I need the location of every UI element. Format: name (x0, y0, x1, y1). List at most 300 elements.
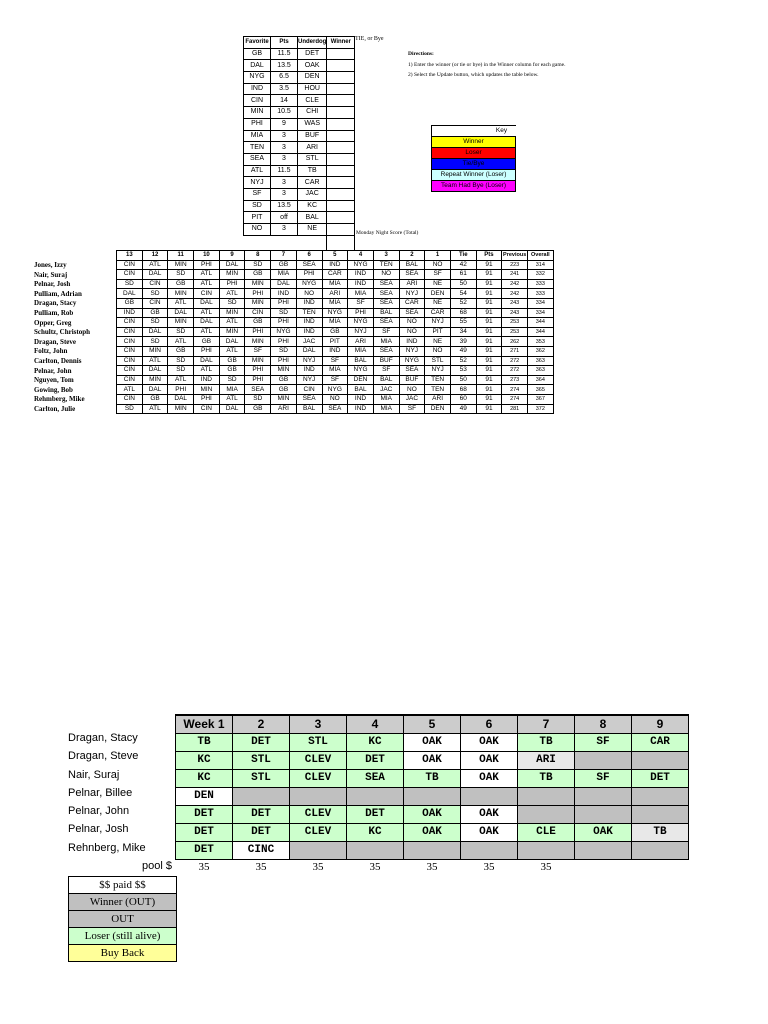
game-row (244, 107, 355, 119)
picks-header-cell: Pts (476, 251, 502, 261)
pick-cell: MIN (142, 375, 168, 385)
survivor-pick (632, 806, 689, 824)
pick-cell: NE (425, 279, 451, 289)
survivor-pick: DET (233, 806, 290, 824)
pick-cell: SD (168, 366, 194, 376)
survivor-pick: TB (632, 824, 689, 842)
pick-cell: MIN (245, 298, 271, 308)
pick-cell: MIN (219, 327, 245, 337)
underdog-cell: STL (298, 153, 327, 165)
pick-cell: MIN (245, 279, 271, 289)
pick-cell: SEA (296, 394, 322, 404)
pick-cell: NO (296, 289, 322, 299)
pick-cell: TEN (425, 375, 451, 385)
pick-cell: NO (399, 327, 425, 337)
pick-cell: CIN (194, 404, 220, 414)
player-name: Carlton, Dennis (34, 356, 82, 365)
picks-row (117, 260, 554, 270)
survivor-row (176, 806, 689, 824)
survivor-pick: OAK (575, 824, 632, 842)
week-header: 7 (518, 715, 575, 734)
pick-cell: 91 (476, 375, 502, 385)
pick-cell: SEA (373, 279, 399, 289)
survivor-name: Pelnar, Billee (68, 786, 133, 799)
pick-cell: SF (425, 270, 451, 280)
game-row (244, 95, 355, 107)
survivor-name: Nair, Suraj (68, 768, 120, 781)
tie-note: TIE, or Bye (355, 36, 384, 42)
pick-cell: DAL (194, 298, 220, 308)
picks-row (117, 385, 554, 395)
pick-cell: MIN (245, 337, 271, 347)
survivor-pick: OAK (461, 734, 518, 752)
pick-cell: ATL (117, 385, 143, 395)
pick-cell: MIA (271, 270, 297, 280)
pick-cell: SD (117, 279, 143, 289)
pick-cell: GB (168, 346, 194, 356)
pick-cell: ATL (194, 327, 220, 337)
pick-cell: SD (271, 346, 297, 356)
favorite-cell: PIT (244, 212, 271, 224)
pick-cell: PHI (245, 375, 271, 385)
survivor-pick (347, 842, 404, 860)
pick-cell: CIN (117, 394, 143, 404)
picks-header-row (117, 251, 554, 261)
survivor-pick (290, 788, 347, 806)
pick-cell: 60 (450, 394, 476, 404)
player-name: Pelnar, Josh (34, 280, 71, 289)
points-cell: 13.5 (271, 200, 298, 212)
pick-cell: MIA (348, 346, 374, 356)
pool-amount: 35 (518, 860, 575, 875)
pick-cell: ATL (219, 346, 245, 356)
survivor-pick: CLEV (290, 752, 347, 770)
winner-input[interactable] (327, 224, 355, 236)
survivor-names (68, 729, 172, 875)
pick-cell: PHI (271, 298, 297, 308)
picks-row (117, 394, 554, 404)
week-header: 5 (404, 715, 461, 734)
winner-input[interactable] (327, 212, 355, 224)
favorite-cell: GB (244, 48, 271, 60)
pick-cell: DAL (194, 318, 220, 328)
game-row (244, 130, 355, 142)
pick-cell: IND (296, 318, 322, 328)
pick-cell: NO (322, 394, 348, 404)
pick-cell: SD (245, 394, 271, 404)
pick-cell: PHI (271, 337, 297, 347)
survivor-name: Dragan, Steve (68, 750, 139, 763)
survivor-pick: OAK (461, 752, 518, 770)
pick-cell: 34 (450, 327, 476, 337)
picks-row (117, 308, 554, 318)
pick-cell: GB (245, 404, 271, 414)
week-header: Week 1 (176, 715, 233, 734)
survivor-row (176, 770, 689, 788)
pick-cell: ATL (219, 289, 245, 299)
pick-cell: 91 (476, 279, 502, 289)
pick-cell: CIN (117, 337, 143, 347)
game-row (244, 48, 355, 60)
key-item: Loser (432, 148, 516, 159)
pick-cell: ATL (219, 394, 245, 404)
pick-cell: 253 (502, 318, 528, 328)
pick-cell: 274 (502, 394, 528, 404)
pick-cell: 333 (528, 279, 554, 289)
pick-cell: NYJ (399, 346, 425, 356)
favorite-cell: SF (244, 188, 271, 200)
pick-cell: BAL (348, 385, 374, 395)
pick-cell: GB (219, 366, 245, 376)
pick-cell: ATL (168, 375, 194, 385)
underdog-cell: DET (298, 48, 327, 60)
pick-cell: 365 (528, 385, 554, 395)
survivor-legend (68, 876, 177, 962)
mnf-total-input[interactable] (327, 235, 355, 250)
points-cell: 10.5 (271, 107, 298, 119)
games-table (243, 36, 355, 251)
pick-cell: CIN (117, 375, 143, 385)
pick-cell: MIN (168, 260, 194, 270)
pick-cell: 91 (476, 289, 502, 299)
pick-cell: 242 (502, 279, 528, 289)
survivor-pick: CINC (233, 842, 290, 860)
pick-cell: SD (168, 356, 194, 366)
key-item: Repeat Winner (Loser) (432, 170, 516, 181)
game-row (244, 60, 355, 72)
survivor-row (176, 824, 689, 842)
pool-amount: 35 (461, 860, 518, 875)
pick-cell: SF (322, 375, 348, 385)
pick-cell: MIN (168, 318, 194, 328)
pick-cell: SF (373, 327, 399, 337)
pick-cell: IND (348, 279, 374, 289)
winner-input[interactable] (327, 72, 355, 84)
pick-cell: 223 (502, 260, 528, 270)
favorite-cell: DAL (244, 60, 271, 72)
survivor-pick (461, 788, 518, 806)
pool-amount: 35 (290, 860, 347, 875)
points-cell: 11.5 (271, 48, 298, 60)
pick-cell: GB (245, 270, 271, 280)
pick-cell: NO (399, 385, 425, 395)
pick-cell: JAC (399, 394, 425, 404)
pick-cell: MIA (348, 289, 374, 299)
pick-cell: 91 (476, 327, 502, 337)
points-cell: 3 (271, 188, 298, 200)
pick-cell: PHI (245, 289, 271, 299)
pick-cell: IND (271, 289, 297, 299)
pick-cell: DAL (142, 385, 168, 395)
pick-cell: BAL (296, 404, 322, 414)
player-name: Schultz, Christoph (34, 328, 91, 337)
pick-cell: MIN (168, 289, 194, 299)
winner-input[interactable] (327, 48, 355, 60)
pick-cell: SD (219, 375, 245, 385)
pick-cell: PIT (425, 327, 451, 337)
pick-cell: 91 (476, 260, 502, 270)
pick-cell: GB (271, 385, 297, 395)
winner-input[interactable] (327, 177, 355, 189)
pick-cell: DAL (271, 279, 297, 289)
picks-row (117, 270, 554, 280)
pick-cell: PHI (168, 385, 194, 395)
pick-cell: 91 (476, 346, 502, 356)
legend-item: Buy Back (69, 945, 177, 962)
pick-cell: 272 (502, 356, 528, 366)
underdog-cell: HOU (298, 83, 327, 95)
survivor-pick: DET (347, 752, 404, 770)
pick-cell: DAL (194, 356, 220, 366)
pick-cell: NYG (296, 279, 322, 289)
legend-item: $$ paid $$ (69, 877, 177, 894)
pick-cell: IND (348, 404, 374, 414)
pick-cell: SF (373, 366, 399, 376)
survivor-pick: DET (233, 734, 290, 752)
survivor-pick (575, 788, 632, 806)
pick-cell: SEA (373, 346, 399, 356)
winner-input[interactable] (327, 60, 355, 72)
survivor-pick (575, 842, 632, 860)
winner-input[interactable] (327, 118, 355, 130)
underdog-cell: OAK (298, 60, 327, 72)
survivor-pick: ARI (518, 752, 575, 770)
monday-night-label: Monday Night Score (Total) (356, 230, 419, 236)
winner-input[interactable] (327, 83, 355, 95)
pick-cell: ATL (194, 366, 220, 376)
pick-cell: NYJ (425, 318, 451, 328)
pool-amount: 35 (404, 860, 461, 875)
pick-cell: PHI (245, 327, 271, 337)
pick-cell: 53 (450, 366, 476, 376)
pick-cell: 91 (476, 356, 502, 366)
pick-cell: DAL (117, 289, 143, 299)
survivor-pick: TB (518, 770, 575, 788)
mnf-spacer (244, 235, 271, 250)
pick-cell: ATL (168, 337, 194, 347)
key-title: Key (460, 126, 544, 137)
pick-cell: 363 (528, 356, 554, 366)
game-row (244, 142, 355, 154)
pick-cell: CIN (117, 270, 143, 280)
points-cell: 3 (271, 153, 298, 165)
underdog-cell: TB (298, 165, 327, 177)
favorite-cell: NYG (244, 72, 271, 84)
picks-header-cell: Tie (450, 251, 476, 261)
pick-cell: ARI (271, 404, 297, 414)
pick-cell: PHI (245, 366, 271, 376)
pick-cell: 333 (528, 289, 554, 299)
key-row (432, 170, 516, 181)
pick-cell: DEN (348, 375, 374, 385)
underdog-cell: WAS (298, 118, 327, 130)
pick-cell: SF (348, 298, 374, 308)
pick-cell: DAL (168, 308, 194, 318)
pick-cell: BUF (399, 375, 425, 385)
player-name: Gowing, Bob (34, 385, 73, 394)
pick-cell: SD (168, 270, 194, 280)
pick-cell: SD (142, 318, 168, 328)
pick-cell: JAC (373, 385, 399, 395)
underdog-cell: CLE (298, 95, 327, 107)
game-row (244, 212, 355, 224)
pick-cell: 52 (450, 298, 476, 308)
pick-cell: DAL (142, 270, 168, 280)
pick-cell: 241 (502, 270, 528, 280)
legend-item: Loser (still alive) (69, 928, 177, 945)
player-name: Nair, Suraj (34, 270, 68, 279)
survivor-pick: KC (347, 734, 404, 752)
pick-cell: IND (117, 308, 143, 318)
pick-cell: DEN (425, 404, 451, 414)
pick-cell: MIA (322, 298, 348, 308)
picks-row (117, 327, 554, 337)
pick-cell: SF (399, 404, 425, 414)
survivor-pick: CAR (632, 734, 689, 752)
pick-cell: MIA (219, 385, 245, 395)
picks-table (116, 250, 554, 414)
pick-cell: MIA (373, 337, 399, 347)
pick-cell: IND (296, 327, 322, 337)
survivor-pick (632, 788, 689, 806)
picks-header-cell: 3 (373, 251, 399, 261)
survivor-pick (461, 842, 518, 860)
player-name: Foltz, John (34, 347, 68, 356)
pick-cell: SEA (296, 260, 322, 270)
survivor-pick: DET (176, 806, 233, 824)
pick-cell: NYJ (425, 366, 451, 376)
pick-cell: GB (271, 260, 297, 270)
pick-cell: SEA (399, 308, 425, 318)
survivor-pick: KC (176, 752, 233, 770)
mnf-spacer (271, 235, 298, 250)
points-header: Pts (271, 37, 298, 49)
survivor-pick: CLE (518, 824, 575, 842)
pick-cell: IND (322, 260, 348, 270)
winner-input[interactable] (327, 165, 355, 177)
winner-input[interactable] (327, 95, 355, 107)
pick-cell: NE (425, 337, 451, 347)
pick-cell: GB (142, 308, 168, 318)
picks-row (117, 289, 554, 299)
picks-header-cell: 7 (271, 251, 297, 261)
picks-header-cell: 12 (142, 251, 168, 261)
week-header: 9 (632, 715, 689, 734)
survivor-pick: CLEV (290, 806, 347, 824)
pick-cell: CIN (117, 356, 143, 366)
pick-cell: PHI (219, 279, 245, 289)
points-cell: off (271, 212, 298, 224)
pick-cell: DAL (142, 327, 168, 337)
winner-input[interactable] (327, 153, 355, 165)
pick-cell: IND (399, 337, 425, 347)
pick-cell: ATL (142, 260, 168, 270)
winner-input[interactable] (327, 142, 355, 154)
survivor-name: Dragan, Stacy (68, 732, 138, 744)
pick-cell: ARI (425, 394, 451, 404)
points-cell: 3.5 (271, 83, 298, 95)
survivor-pick: SF (575, 770, 632, 788)
player-name: Dragan, Stacy (34, 299, 77, 308)
pick-cell: 363 (528, 366, 554, 376)
picks-header-cell: 11 (168, 251, 194, 261)
pick-cell: 344 (528, 318, 554, 328)
survivor-pick (404, 788, 461, 806)
pick-cell: CIN (245, 308, 271, 318)
key-row (432, 181, 516, 192)
pick-cell: MIN (142, 346, 168, 356)
underdog-cell: KC (298, 200, 327, 212)
pick-cell: 372 (528, 404, 554, 414)
pick-cell: SD (117, 404, 143, 414)
winner-input[interactable] (327, 107, 355, 119)
pick-cell: SD (219, 298, 245, 308)
key-item: Tie/Bye (432, 159, 516, 170)
pick-cell: 68 (450, 385, 476, 395)
pick-cell: GB (245, 318, 271, 328)
favorite-cell: SD (244, 200, 271, 212)
pick-cell: ATL (142, 356, 168, 366)
pick-cell: NYG (322, 385, 348, 395)
pick-cell: 334 (528, 308, 554, 318)
player-name: Pulliam, Rob (34, 308, 74, 317)
pick-cell: BAL (373, 308, 399, 318)
pick-cell: SEA (373, 318, 399, 328)
picks-header-cell: 8 (245, 251, 271, 261)
pick-cell: 39 (450, 337, 476, 347)
legend-row (69, 877, 177, 894)
picks-header-cell: 4 (348, 251, 374, 261)
underdog-cell: BUF (298, 130, 327, 142)
pick-cell: 332 (528, 270, 554, 280)
picks-row (117, 366, 554, 376)
winner-input[interactable] (327, 188, 355, 200)
survivor-pick: OAK (404, 752, 461, 770)
pick-cell: CIN (117, 346, 143, 356)
survivor-pick: SEA (347, 770, 404, 788)
pool-amount (632, 860, 689, 875)
favorite-cell: NO (244, 224, 271, 236)
pick-cell: NYJ (399, 289, 425, 299)
picks-row (117, 346, 554, 356)
survivor-pick (518, 788, 575, 806)
favorite-cell: ATL (244, 165, 271, 177)
points-cell: 9 (271, 118, 298, 130)
picks-header-cell: Overall (528, 251, 554, 261)
pick-cell: 353 (528, 337, 554, 347)
pick-cell: CAR (399, 298, 425, 308)
picks-row (117, 279, 554, 289)
pick-cell: 91 (476, 318, 502, 328)
winner-input[interactable] (327, 200, 355, 212)
game-row (244, 188, 355, 200)
pick-cell: NYG (348, 318, 374, 328)
pick-cell: 91 (476, 337, 502, 347)
favorite-header: Favorite (244, 37, 271, 49)
pick-cell: SEA (373, 289, 399, 299)
winner-header: Winner (327, 37, 355, 49)
pick-cell: IND (296, 366, 322, 376)
pick-cell: NYG (348, 260, 374, 270)
winner-input[interactable] (327, 130, 355, 142)
game-row (244, 224, 355, 236)
pick-cell: NYG (348, 366, 374, 376)
points-cell: 3 (271, 142, 298, 154)
survivor-pick (290, 842, 347, 860)
pick-cell: 50 (450, 279, 476, 289)
picks-row (117, 375, 554, 385)
pick-cell: DAL (219, 404, 245, 414)
